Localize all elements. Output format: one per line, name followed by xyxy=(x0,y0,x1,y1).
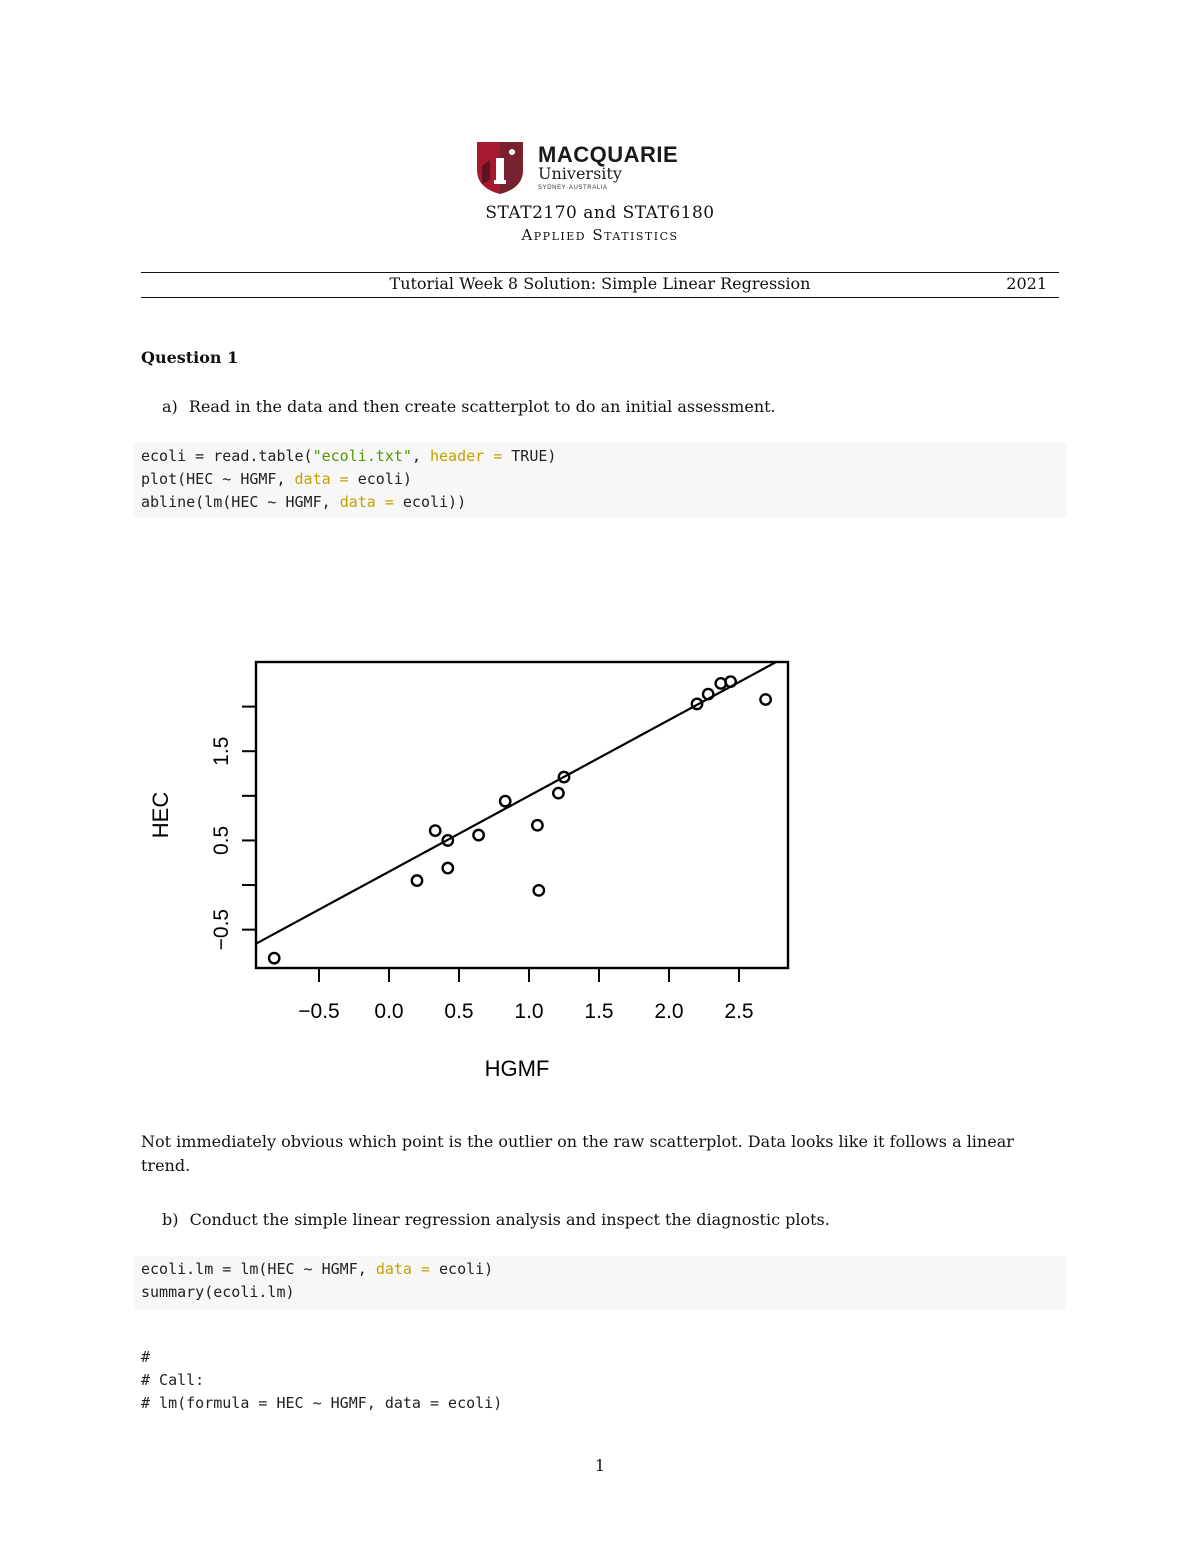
data-point xyxy=(500,796,510,806)
x-tick-label: 1.5 xyxy=(584,1000,614,1023)
y-tick-label: 1.5 xyxy=(210,736,233,766)
code-line xyxy=(141,1260,493,1278)
header-rule-top xyxy=(141,272,1059,273)
x-tick-label: 2.5 xyxy=(724,1000,754,1023)
course-name: Applied Statistics xyxy=(521,226,679,244)
tutorial-year: 2021 xyxy=(1006,274,1047,293)
logo-location: SYDNEY·AUSTRALIA xyxy=(538,185,608,191)
code-token: abline(lm(HEC ~ HGMF, xyxy=(141,493,340,511)
data-point xyxy=(269,953,279,963)
part-a-label: a) xyxy=(162,397,178,416)
code-token: data = xyxy=(294,470,349,488)
x-tick-label: −0.5 xyxy=(298,1000,340,1023)
y-axis-label: HEC xyxy=(148,791,173,839)
code-line xyxy=(141,493,466,511)
part-a-text: Read in the data and then create scatterplot to do an initial assessment. xyxy=(188,397,776,416)
data-point xyxy=(553,788,563,798)
data-point xyxy=(760,694,770,704)
code-token: header = xyxy=(430,447,503,465)
scatterplot xyxy=(140,640,820,1090)
code-token: data = xyxy=(339,493,394,511)
part-b-item xyxy=(162,1210,830,1229)
header-rule-bottom xyxy=(141,297,1059,298)
x-tick-label: 1.0 xyxy=(514,1000,544,1023)
code-token: , xyxy=(411,447,430,465)
code-token: ecoli)) xyxy=(393,493,467,511)
code-token: data = xyxy=(375,1260,430,1278)
question-heading: Question 1 xyxy=(141,348,239,367)
code-token: "ecoli.txt" xyxy=(312,447,412,465)
code-line xyxy=(141,1283,295,1301)
code-token: summary(ecoli.lm) xyxy=(141,1283,295,1301)
code-token: TRUE) xyxy=(502,447,557,465)
code-token: ecoli) xyxy=(430,1260,494,1278)
x-axis-label: HGMF xyxy=(484,1056,550,1081)
data-point xyxy=(532,820,542,830)
output-line: # lm(formula = HEC ~ HGMF, data = ecoli) xyxy=(141,1394,503,1412)
page-number: 1 xyxy=(594,1456,606,1475)
x-tick-label: 0.0 xyxy=(374,1000,404,1023)
data-point xyxy=(725,676,735,686)
code-line xyxy=(141,470,412,488)
data-point xyxy=(473,830,483,840)
x-tick-label: 0.5 xyxy=(444,1000,474,1023)
code-block-b xyxy=(134,1256,1066,1310)
tutorial-title: Tutorial Week 8 Solution: Simple Linear Regression xyxy=(389,274,811,293)
x-tick-label: 2.0 xyxy=(654,1000,684,1023)
data-point xyxy=(430,825,440,835)
code-token: ecoli.lm = lm(HEC ~ HGMF, xyxy=(141,1260,376,1278)
code-block-a xyxy=(134,443,1066,517)
logo-subtitle: University xyxy=(538,164,622,183)
data-point xyxy=(534,885,544,895)
logo-name: MACQUARIE xyxy=(538,142,679,167)
code-line xyxy=(141,447,556,465)
y-tick-label: 0.5 xyxy=(210,825,233,856)
data-point xyxy=(412,875,422,885)
part-b-label: b) xyxy=(162,1210,179,1229)
output-line: # Call: xyxy=(141,1371,205,1389)
code-token: ecoli) xyxy=(348,470,412,488)
code-token: plot(HEC ~ HGMF, xyxy=(141,470,295,488)
output-line: # xyxy=(141,1348,151,1366)
code-token: ecoli = read.table( xyxy=(141,447,313,465)
y-tick-label: −0.5 xyxy=(210,908,233,951)
part-b-text: Conduct the simple linear regression analysis and inspect the diagnostic plots. xyxy=(189,1210,830,1229)
part-a-comment: Not immediately obvious which point is the outlier on the raw scatterplot. Data looks like it follows a linear trend. xyxy=(141,1132,1014,1175)
plot-frame xyxy=(256,662,788,968)
data-point xyxy=(716,678,726,688)
data-point xyxy=(443,863,453,873)
part-a-item xyxy=(162,397,776,416)
course-code: STAT2170 and STAT6180 xyxy=(485,203,715,223)
